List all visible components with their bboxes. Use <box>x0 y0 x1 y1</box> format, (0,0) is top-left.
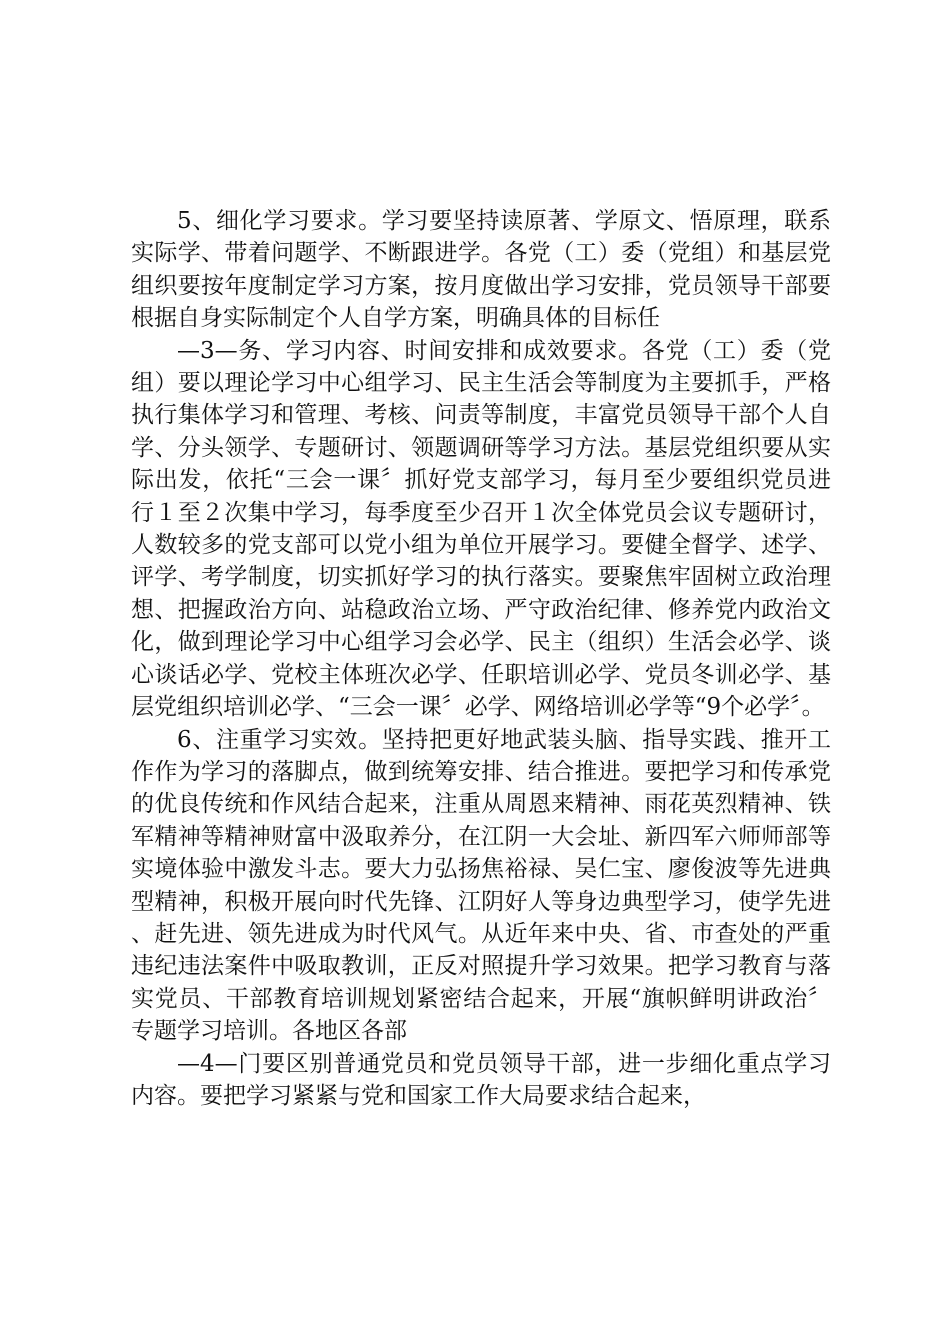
paragraph-page-4-continuation: —4—门要区别普通党员和党员领导干部，进一步细化重点学习内容。要把学习紧紧与党和国家工作大局要求结合起来， <box>131 1050 831 1109</box>
paragraph-page-3-continuation: —3—务、学习内容、时间安排和成效要求。各党（工）委（党组）要以理论学习中心组学习、民主生活会等制度为主要抓手，严格执行集体学习和管理、考核、问责等制度，丰富党员领导干部个人自学、分头领学、专题研讨、领题调研等学习方法。基层党组织要从实际出发，依托“三会一课〞抓好党支部学习，每月至少要组织党员进行１至２次集中学习，每季度至少召开１次全体党员会议专题研讨，人数较多的党支部可以党小组为单位开展学习。要健全督学、述学、评学、考学制度，切实抓好学习的执行落实。要聚焦牢固树立政治理想、把握政治方向、站稳政治立场、严守政治纪律、修养党内政治文化，做到理论学习中心组学习会必学、民主（组织）生活会必学、谈心谈话必学、党校主体班次必学、任职培训必学、党员冬训必学、基层党组织培训必学、“三会一课〞必学、网络培训必学等“9个必学〞。 <box>131 337 831 721</box>
paragraph-5-study-requirements: 5、细化学习要求。学习要坚持读原著、学原文、悟原理，联系实际学、带着问题学、不断跟进学。各党（工）委（党组）和基层党组织要按年度制定学习方案，按月度做出学习安排，党员领导干部要根据自身实际制定个人自学方案，明确具体的目标任 <box>131 208 831 332</box>
paragraph-6-study-effectiveness: 6、注重学习实效。坚持把更好地武装头脑、指导实践、推开工作作为学习的落脚点，做到统筹安排、结合推进。要把学习和传承党的优良传统和作风结合起来，注重从周恩来精神、雨花英烈精神、铁军精神等精神财富中汲取养分，在江阴一大会址、新四军六师师部等实境体验中激发斗志。要大力弘扬焦裕禄、吴仁宝、廖俊波等先进典型精神，积极开展向时代先锋、江阴好人等身边典型学习，使学先进、赶先进、领先进成为时代风气。从近年来中央、省、市查处的严重违纪违法案件中吸取教训，正反对照提升学习效果。把学习教育与落实党员、干部教育培训规划紧密结合起来，开展“旗帜鲜明讲政治〞专题学习培训。各地区各部 <box>131 726 831 1045</box>
document-body <box>131 205 831 1112</box>
